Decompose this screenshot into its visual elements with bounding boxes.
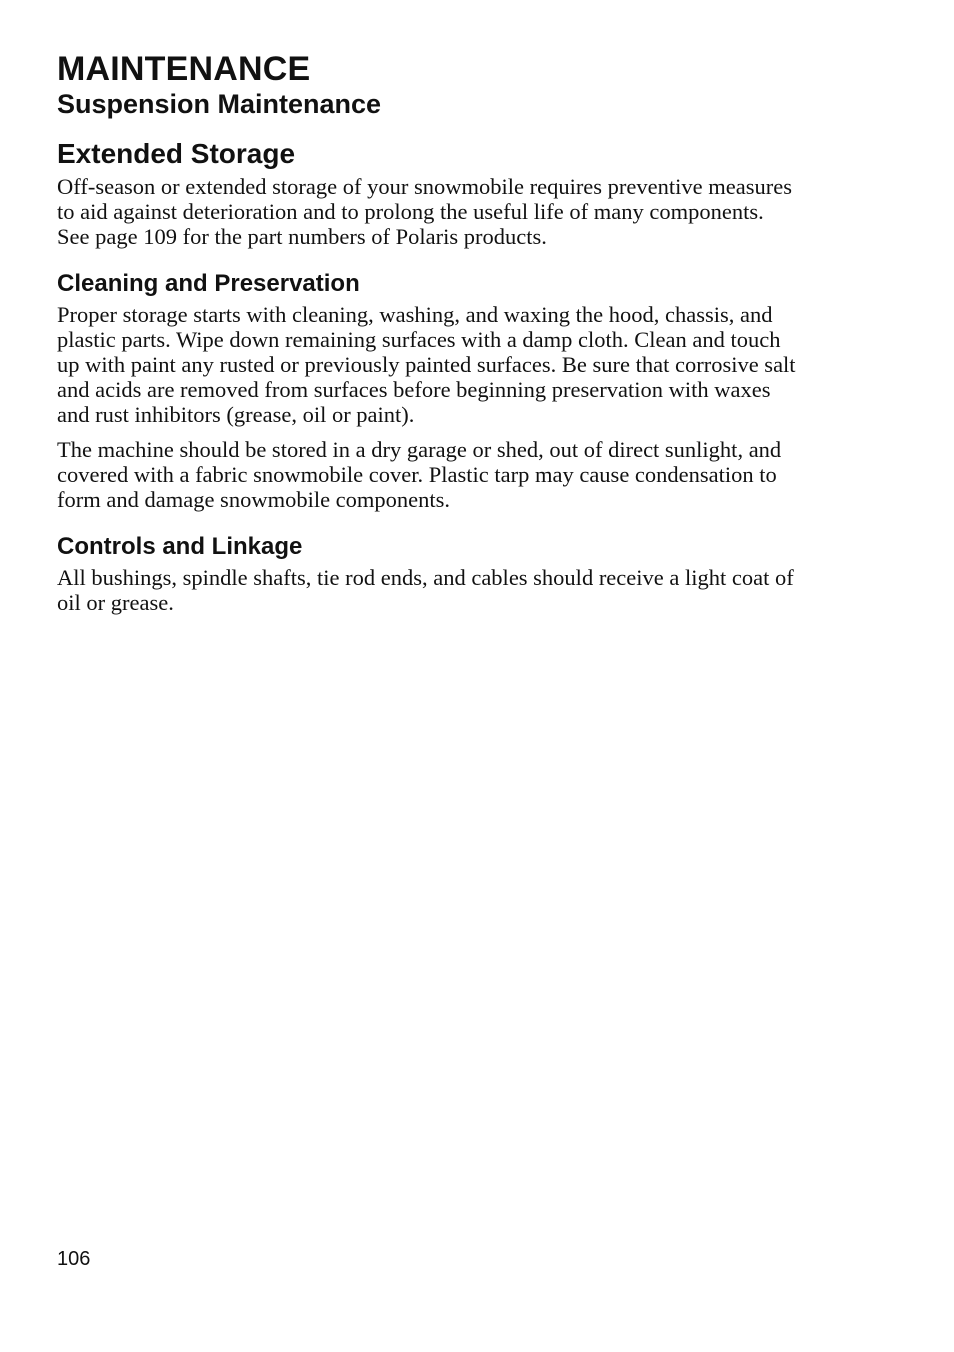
cleaning-paragraph-1: Proper storage starts with cleaning, washing, and waxing the hood, chassis, and plastic parts. Wipe down remaining surfaces with a damp cloth. Clean and touch up with paint any rusted or previously painted surfaces. Be sure that corrosive salt and acids are removed from surfaces before beginning preservation with waxes and rust inhibitors (grease, oil or paint). <box>57 302 796 427</box>
controls-heading: Controls and Linkage <box>57 533 303 560</box>
section-title: MAINTENANCE <box>57 50 311 88</box>
controls-paragraph: All bushings, spindle shafts, tie rod ends, and cables should receive a light coat of oil or grease. <box>57 565 794 615</box>
subsection-title: Suspension Maintenance <box>57 89 382 119</box>
page-number: 106 <box>57 1248 91 1270</box>
extended-storage-paragraph: Off-season or extended storage of your snowmobile requires preventive measures to aid against deterioration and to prolong the useful life of many components. See page 109 for the part numbers of Polaris products. <box>57 174 792 249</box>
cleaning-heading: Cleaning and Preservation <box>57 270 360 297</box>
extended-storage-heading: Extended Storage <box>57 138 296 169</box>
manual-page <box>57 50 797 625</box>
cleaning-paragraph-2: The machine should be stored in a dry garage or shed, out of direct sunlight, and covered with a fabric snowmobile cover. Plastic tarp may cause condensation to form and damage snowmobile components. <box>57 437 782 512</box>
